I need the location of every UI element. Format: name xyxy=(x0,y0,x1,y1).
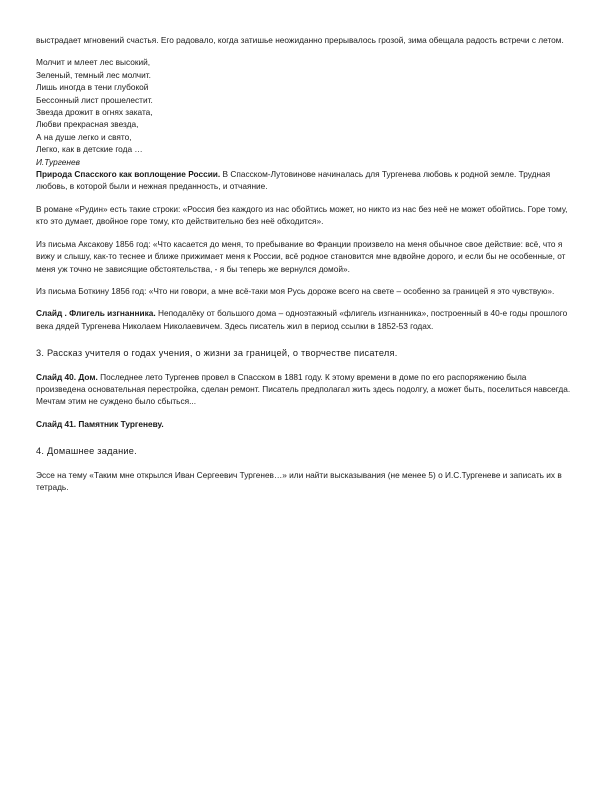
nature-paragraph xyxy=(36,168,576,193)
slide-40-paragraph xyxy=(36,371,576,408)
slide-fligel-lead: Слайд . Флигель изгнанника. xyxy=(36,308,156,319)
poem-line: Легко, как в детские года … xyxy=(36,144,143,155)
homework-paragraph: Эссе на тему «Таким мне открылся Иван Сергеевич Тургенев…» или найти высказывания (не менее 5) о И.С.Тургеневе и записать их в тетрадь. xyxy=(36,469,562,492)
slide-40-text: Последнее лето Тургенев провел в Спасском в 1881 году. К этому времени в доме по его распоряжению была произведена основательная перестройка, сделан ремонт. Писатель предполагал жить здесь подолгу, а может быть, поселиться навсегда. Мечтам этим не суждено было сбыться... xyxy=(36,371,571,407)
poem-line: Любви прекрасная звезда, xyxy=(36,119,139,130)
poem-line: Лишь иногда в тени глубокой xyxy=(36,82,149,93)
slide-fligel-paragraph xyxy=(36,307,576,332)
slide-40-lead: Слайд 40. Дом. xyxy=(36,371,98,382)
slide-fligel-text: Неподалёку от большого дома – одноэтажный «флигель изгнанника», построенный в 40-е годы прошлого века дядей Тургенева Николаем Николаевичем. Здесь писатель жил в период ссылки в 1852-53 годах. xyxy=(36,308,568,331)
aksakov-paragraph: Из письма Аксакову 1856 год: «Что касается до меня, то пребывание во Франции произвело на меня обычное свое действие: всё, что я вижу и слышу, как-то теснее и ближе прижимает меня к России, всё родное становится мне вдвойне дорого, и если бы не особенные, от меня уж точно не зависящие обстоятельства, - я бы теперь же вернулся домой». xyxy=(36,238,566,274)
poem-line: Звезда дрожит в огнях заката, xyxy=(36,107,153,118)
section-heading-4: 4. Домашнее задание. xyxy=(36,446,137,457)
poem-block xyxy=(36,56,576,168)
slide-41-paragraph xyxy=(36,418,576,430)
nature-lead: Природа Спасского как воплощение России. xyxy=(36,169,221,180)
slide-41-lead: Слайд 41. Памятник Тургеневу. xyxy=(36,418,164,429)
poem-line: А на душе легко и свято, xyxy=(36,131,132,142)
poem-line: Молчит и млеет лес высокий, xyxy=(36,57,151,68)
poem-author: И.Тургенев xyxy=(36,156,80,167)
intro-paragraph: выстрадает мгновений счастья. Его радовало, когда затишье неожиданно прерывалось грозой, зима обещала радость встречи с летом. xyxy=(36,35,564,45)
botkin-paragraph: Из письма Боткину 1856 год: «Что ни говори, а мне всё-таки моя Русь дороже всего на свете – особенно за границей я это чувствую». xyxy=(36,285,555,296)
poem-line: Зеленый, темный лес молчит. xyxy=(36,69,151,80)
nature-text: В Спасском-Лутовинове начиналась для Тургенева любовь к родной земле. Трудная любовь, в которой были и нежная преданность, и отчаяние. xyxy=(36,169,551,192)
poem-line: Бессонный лист прошелестит. xyxy=(36,94,153,105)
rudin-paragraph: В романе «Рудин» есть такие строки: «Россия без каждого из нас обойтись может, но никто из нас без неё не может обойтись. Горе тому, кто это думает, двойное горе тому, кто действительно без неё обходится». xyxy=(36,203,568,227)
section-heading-3: 3. Рассказ учителя о годах учения, о жизни за границей, о творчестве писателя. xyxy=(36,348,398,359)
page-content xyxy=(36,34,576,503)
